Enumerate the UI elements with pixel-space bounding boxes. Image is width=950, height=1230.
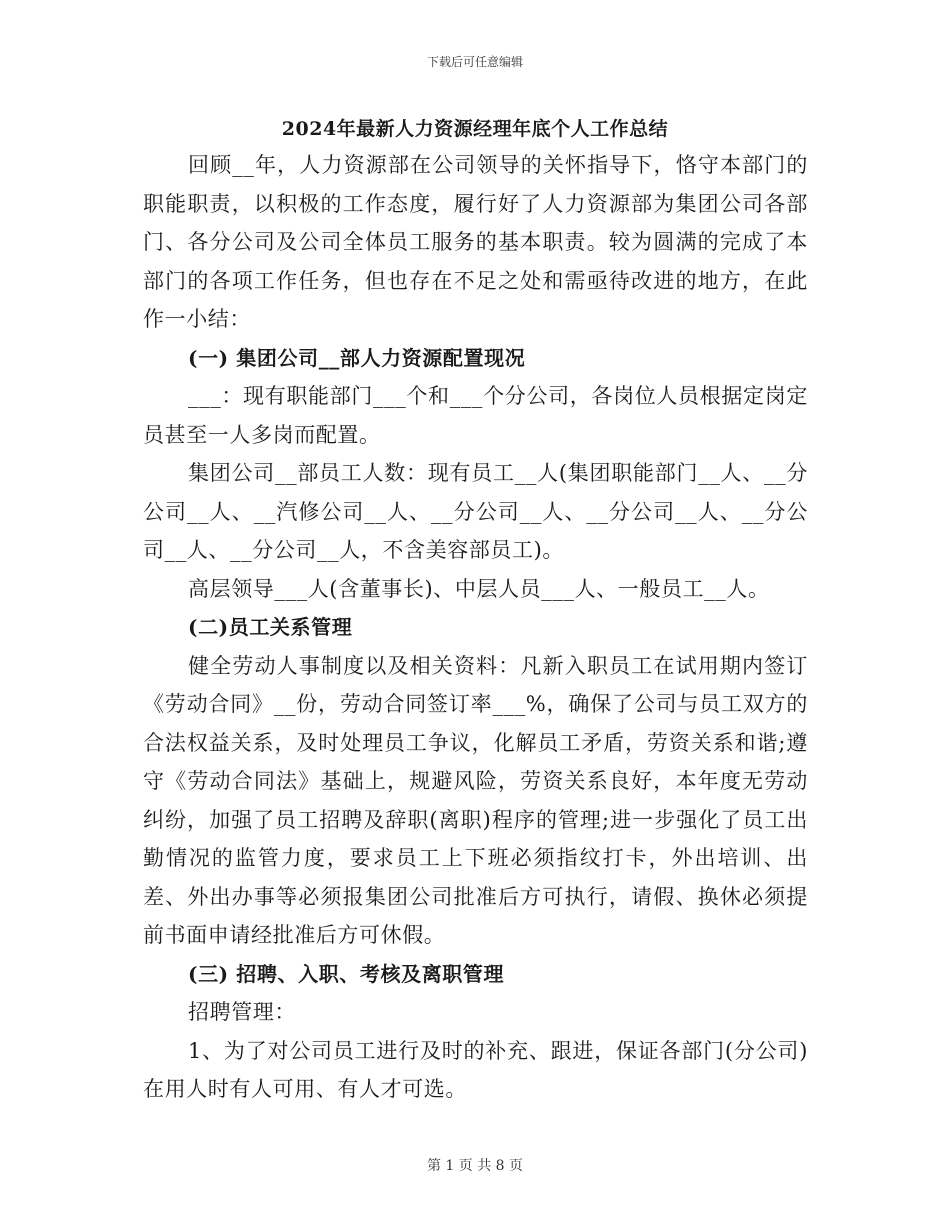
intro-paragraph: 回顾__年，人力资源部在公司领导的关怀指导下，恪守本部门的职能职责，以积极的工作态度，履行好了人力资源部为集团公司各部门、各分公司及公司全体员工服务的基本职责。较为圆满的完成了本部门的各项工作任务，但也存在不足之处和需亟待改进的地方，在此作一小结： [143,153,808,331]
document-body [143,146,808,1109]
section-3-paragraph-1: 招聘管理： [188,1000,296,1024]
section-2-paragraph-1: 健全劳动人事制度以及相关资料：凡新入职员工在试用期内签订《劳动合同》__份，劳动合同签订率___%，确保了公司与员工双方的合法权益关系，及时处理员工争议，化解员工矛盾，劳资关系和谐;遵守《劳动合同法》基础上，规避风险，劳资关系良好，本年度无劳动纠纷，加强了员工招聘及辞职(离职)程序的管理;进一步强化了员工出勤情况的监管力度，要求员工上下班必须指纹打卡，外出培训、出差、外出办事等必须报集团公司批准后方可执行，请假、换休必须提前书面申请经批准后方可休假。 [143,653,808,947]
section-2-heading: (二)员工关系管理 [188,615,353,639]
section-1-paragraph-3: 高层领导___人(含董事长)、中层人员___人、一般员工__人。 [188,576,770,601]
section-1-paragraph-1: ___：现有职能部门___个和___个分公司，各岗位人员根据定岗定员甚至一人多岗而配置。 [143,384,808,447]
section-3-heading: (三) 招聘、入职、考核及离职管理 [188,961,505,986]
section-3-paragraph-2: 1、为了对公司员工进行及时的补充、跟进，保证各部门(分公司)在用人时有人可用、有人才可选。 [143,1038,808,1101]
page-number-footer: 第 1 页 共 8 页 [426,1158,524,1174]
page-header-note: 下载后可任意编辑 [426,55,523,69]
section-1-paragraph-2: 集团公司__部员工人数：现有员工__人(集团职能部门__人、__分公司__人、__汽修公司__人、__分公司__人、__分公司__人、__分公司__人、__分公司__人，不含美容部员工)。 [143,461,808,562]
section-1-heading: (一) 集团公司__部人力资源配置现况 [188,345,526,370]
document-title: 2024年最新人力资源经理年底个人工作总结 [281,118,669,140]
